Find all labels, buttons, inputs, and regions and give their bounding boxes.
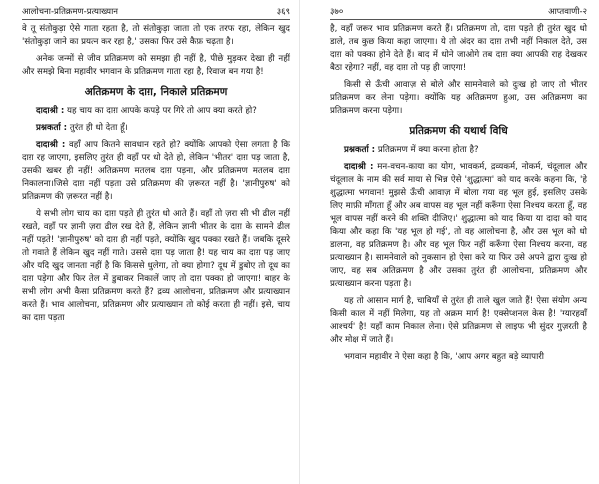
paragraph: यह तो आसान मार्ग है, चाबियाँ से तुरंत ही ताले खुल जाते हैं! ऐसा संयोग अन्य किसी काल में नहीं मिलेगा, यह तो अक्रम मार्ग है! एक्सेप्शनल केस है! 'ग्यारहवाँ आश्चर्य' है! यहाँ काम निकाल लेना। ऐसे प्रतिक्रमण से लाइफ भी सुंदर गुज़रती है और मोक्ष में जाते हैं।	[330, 296, 587, 345]
dialogue-paragraph	[330, 161, 587, 291]
dialogue-paragraph	[22, 105, 290, 118]
speaker-label: दादाश्री :	[36, 106, 65, 116]
paragraph: अनेक जन्मों से जीव प्रतिक्रमण को समझा ही नहीं है, पीछे मुड़कर देखा ही नहीं और समझे बिना महावीर भगवान के प्रतिक्रमण गाता रहा है, रिवाज बन गया है!	[22, 54, 290, 77]
right-page	[300, 0, 599, 484]
speaker-label: प्रश्नकर्ता :	[344, 145, 376, 155]
paragraph: वे तू संतोकुड़ा ऐसे गाता रहता है, तो संतोकुड़ा जाता तो एक तरफ रहा, लेकिन खुद 'संतोकुड़ा जाने का प्रयत्न कर रहा है,' उसका फिर उसे कैफ़ चढ़ता है।	[22, 24, 290, 47]
running-title: आलोचना-प्रतिक्रमण-प्रत्याख्यान	[22, 7, 118, 17]
speaker-label: प्रश्नकर्ता :	[36, 123, 68, 133]
dialogue-paragraph	[22, 122, 290, 135]
running-title: आप्तवाणी-२	[548, 7, 587, 17]
paragraph: किसी से ऊँची आवाज़ से बोले और सामनेवाले को दुःख हो जाए तो भीतर प्रतिक्रमण कर लेना पड़ेगा। क्योंकि यह अतिक्रमण हुआ, उस अतिक्रमण का प्रतिक्रमण करना पड़ेगा।	[330, 80, 587, 116]
section-heading: अतिक्रमण के दाग़, निकाले प्रतिक्रमण	[84, 86, 228, 98]
speaker-label: दादाश्री :	[344, 162, 374, 172]
paragraph: है, वहाँ जरूर भाव प्रतिक्रमण करते हैं। प्रतिक्रमण तो, दाग़ पड़ते ही तुरंत खुद धो डाले, तब कुछ किया कहा जाएगा। ये तो अंदर का दाग़ तभी नहीं निकाल देते, उस दाग़ को पक्का होने देते हैं। बाद में धोने जाओगे तब दाग़ क्या आपकी राह देखकर बैठा रहेगा? नहीं, वह दाग़ तो पड़ ही जाएगा!	[330, 24, 587, 73]
dialogue-text: प्रतिक्रमण में क्या करना होता है?	[375, 145, 479, 155]
dialogue-text: यह चाय का दाग़ आपके कपड़े पर गिरे तो आप क्या करते हो?	[64, 106, 257, 116]
dialogue-text: तुरंत ही धो देता हूँ।	[67, 123, 128, 133]
dialogue-text: वहाँ आप कितने सावधान रहते हो? क्योंकि आपको ऐसा लगता है कि दाग़ रह जाएगा, इसलिए तुरंत ही वहाँ पर धो देते हो, लेकिन 'भीतर' दाग़ पड़ जाता है, उसकी खबर ही नहीं! अतिक्रमण मतलब दाग़ पड़ना, और प्रतिक्रमण मतलब दाग़ निकालना।जिसे दाग़ नहीं पड़ता उसे प्रतिक्रमण की ज़रूरत नहीं है। 'ज्ञानीपुरुष' को प्रतिक्रमण की ज़रूरत नहीं है।	[22, 140, 290, 202]
dialogue-paragraph	[22, 139, 290, 204]
dialogue-text: मन-वचन-काया का योग, भावकर्म, द्रव्यकर्म, नोकर्म, चंदूलाल और चंदूलाल के नाम की सर्व माया से भिन्न ऐसे 'शुद्धात्मा' को याद करके कहना कि, 'हे शुद्धात्मा भगवान! मुझसे ऊँची आवाज़ में बोला गया वह भूल हुई, इसलिए उसके लिए माफ़ी माँगता हूँ और अब वापस वह भूल नहीं करूँगा ऐसा निश्चय करता हूँ, वह भूल वापस नहीं करने की शक्ति दीजिए।' शुद्धात्मा को याद किया या दादा को याद किया और कहा कि 'यह भूल हो गई', तो वह आलोचना है, और उस भूल को धो डालना, वह प्रतिक्रमण है। और वह भूल फिर नहीं करूँगा ऐसा निश्चय करना, वह प्रत्याख्यान है। सामनेवाले को नुकसान हो ऐसा करे या फिर उसे अपने द्वारा दुःख हो जाए, वह सब अतिक्रमण है और उसका तुरंत ही आलोचना, प्रतिक्रमण और प्रत्याख्यान करना पड़ता है।	[330, 162, 587, 289]
paragraph: भगवान महावीर ने ऐसा कहा है कि, 'आप अगर बहुत बड़े व्यापारी	[344, 352, 545, 362]
speaker-label: दादाश्री :	[36, 140, 66, 150]
paragraph: ये सभी लोग चाय का दाग़ पड़ते ही तुरंत धो आते हैं। वहाँ तो ज़रा सी भी ढील नहीं रखते, वहाँ पर ज्ञानी ज़रा ढील रख देते हैं, लेकिन ज्ञानी भीतर के दाग़ के सामने ढील नहीं पड़ते! 'ज्ञानीपुरुष' को दाग़ ही नहीं पड़ते, क्योंकि खुद पक्का रखते हैं। जबकि दूसरे तो गवाते हैं लेकिन खुद नहीं गाते। उससे दाग़ पड़ जाता है! यह चाय का दाग़ पड़ जाए और यदि खुद जानता नहीं है कि किससे धुलेगा, तो क्या होगा? दूध में डुबोए तो दूध का दाग़ पड़ेगा और फिर तेल में डुबाकर निकालें जाए तो दाग़ पक्का हो जाएगा! बाहर के सभी लोग अभी कैसा प्रतिक्रमण करते हैं? द्रव्य आलोचना, प्रतिक्रमण और प्रत्याख्यान करते हैं। भाव आलोचना, प्रतिक्रमण और प्रत्याख्यान तो कोई करता ही नहीं। इसे, चाय का दाग़ पड़ता	[22, 209, 290, 323]
section-heading: प्रतिक्रमण की यथार्थ विधि	[409, 125, 508, 137]
left-page-header	[22, 6, 290, 20]
page-number: ३७०	[330, 7, 344, 17]
dialogue-paragraph	[330, 144, 587, 157]
page-number: ३६९	[276, 7, 290, 17]
right-page-header	[330, 6, 587, 20]
